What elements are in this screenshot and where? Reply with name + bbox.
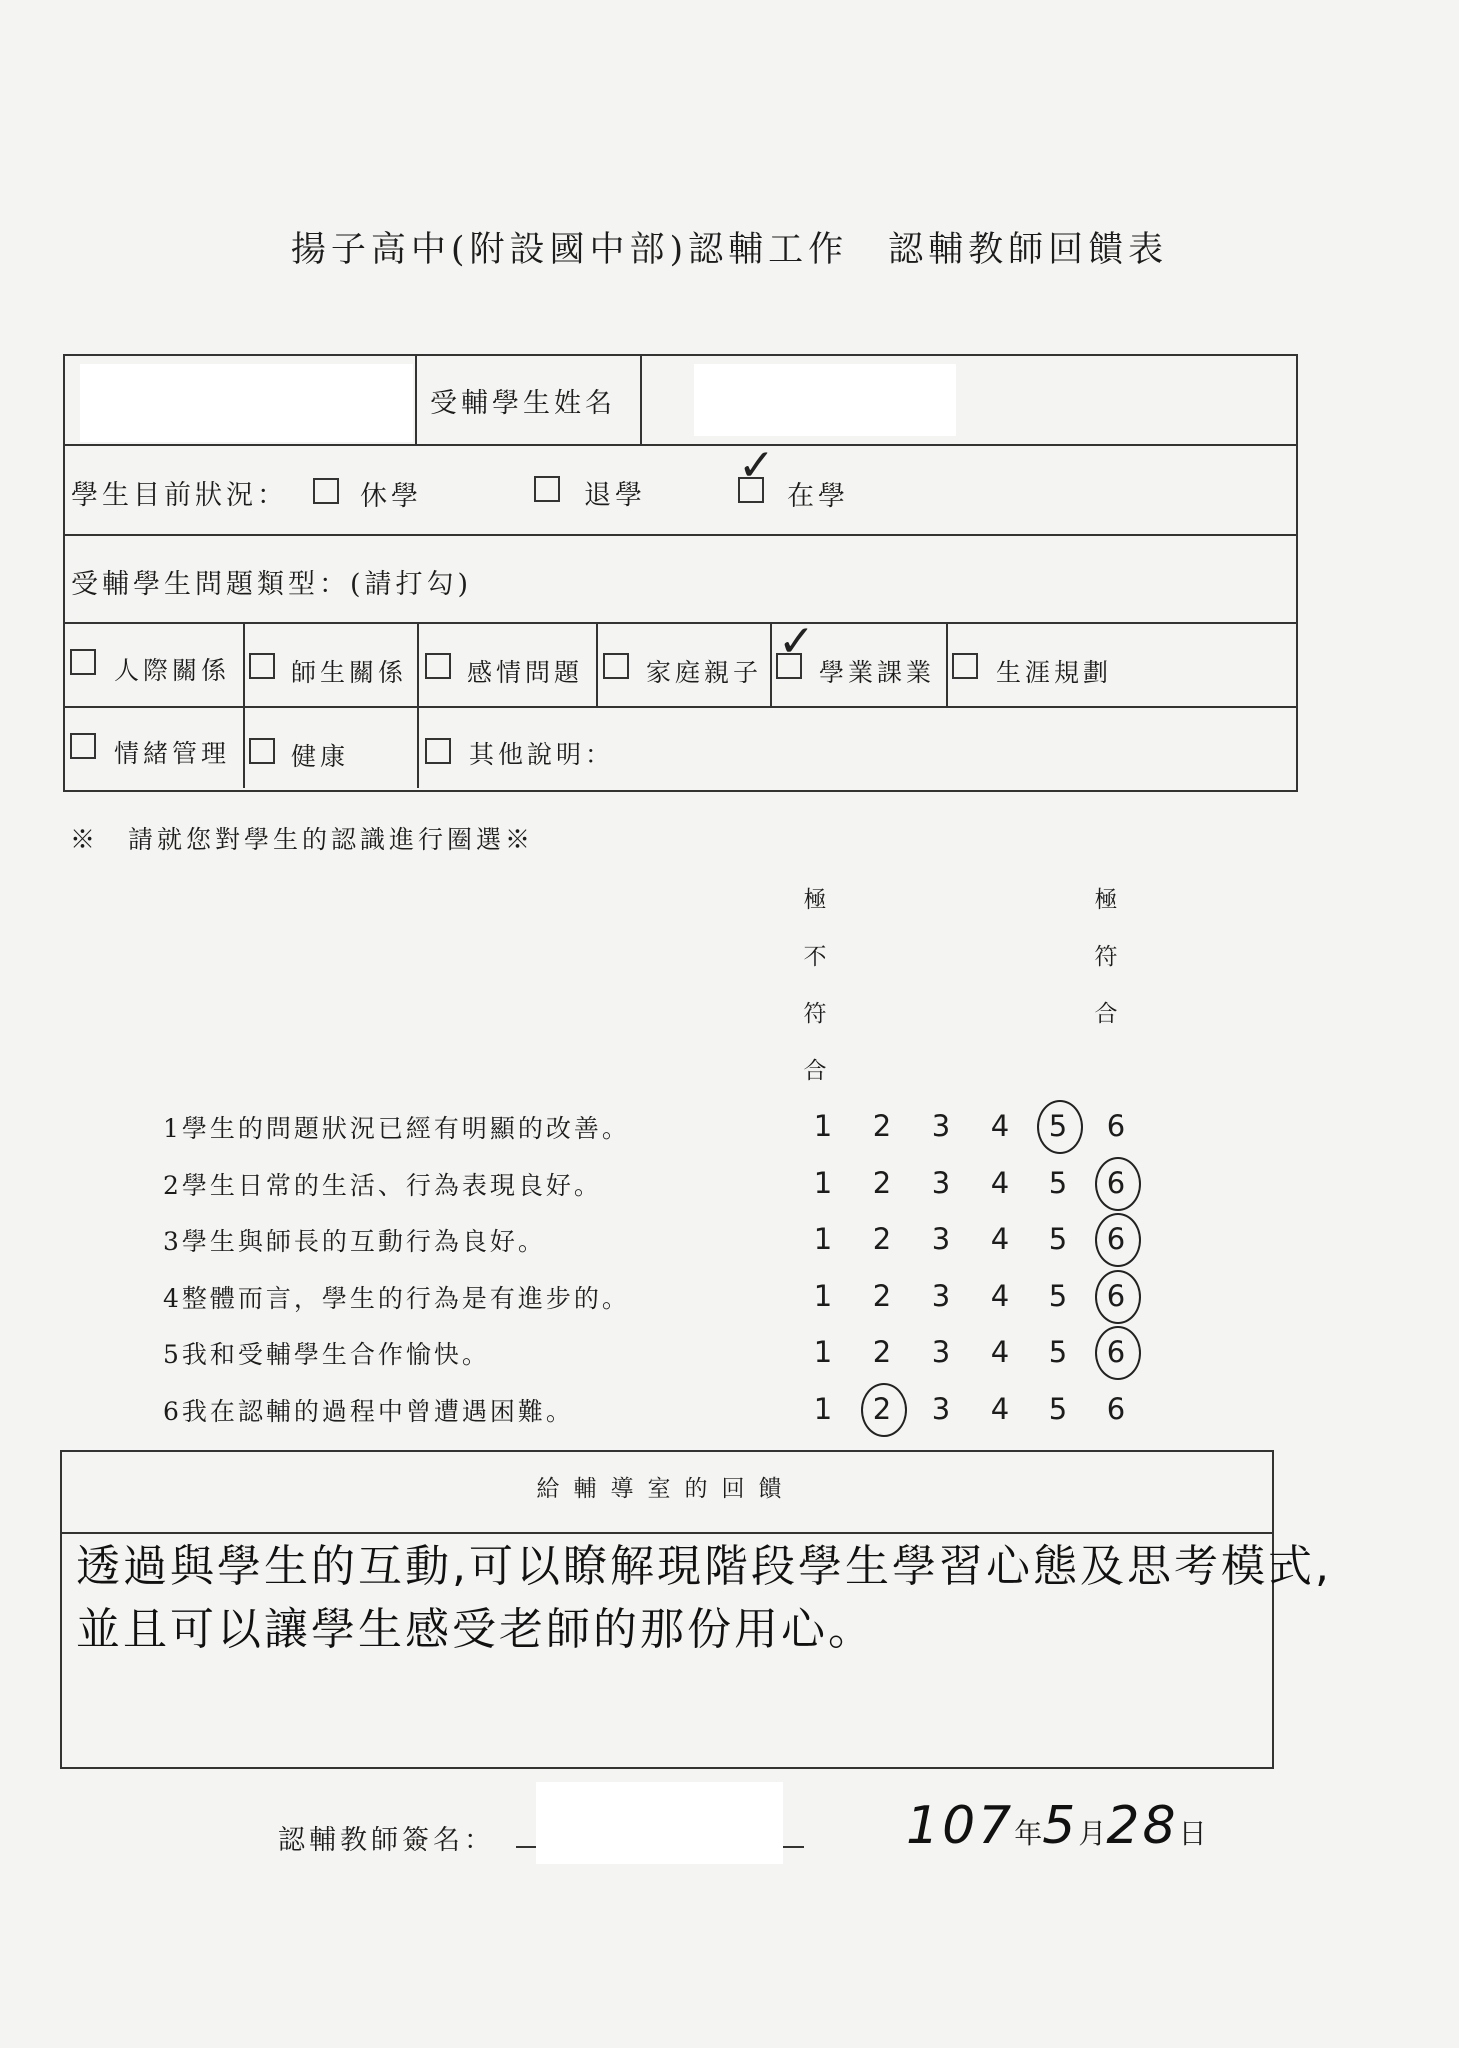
problem-type-label: 受輔學生問題類型：(請打勾) [71, 569, 473, 600]
status-option-withdrawn: 退學 [584, 480, 646, 511]
rating-option[interactable]: 1 [813, 1222, 833, 1256]
date-year-unit: 年 [1014, 1817, 1043, 1850]
table-divider [63, 622, 1296, 624]
selected-rating-circle [1037, 1100, 1083, 1154]
date-day-unit: 日 [1178, 1817, 1207, 1850]
rating-option[interactable]: 4 [990, 1279, 1010, 1313]
table-divider [770, 622, 772, 706]
problem-emotion: 情緒管理 [114, 739, 231, 768]
problem-teacher-student: 師生關係 [291, 658, 408, 687]
checkbox-other[interactable] [425, 738, 451, 764]
selected-rating-circle [1095, 1213, 1141, 1267]
rating-option[interactable]: 3 [931, 1335, 951, 1369]
problem-relationship: 感情問題 [467, 658, 584, 687]
student-name-label: 受輔學生姓名 [430, 388, 616, 419]
rating-option[interactable]: 1 [813, 1279, 833, 1313]
table-divider [596, 622, 598, 706]
signature-label: 認輔教師簽名： [278, 1825, 495, 1856]
rating-option[interactable]: 6 [1106, 1335, 1126, 1369]
checkmark-icon: ✓ [778, 616, 815, 667]
checkbox-health[interactable] [249, 738, 275, 764]
rating-option[interactable]: 2 [872, 1222, 892, 1256]
rating-option[interactable]: 2 [872, 1279, 892, 1313]
rating-option[interactable]: 5 [1048, 1222, 1068, 1256]
date-month: 5 [1042, 1796, 1079, 1856]
form-title: 揚子高中(附設國中部)認輔工作 認輔教師回饋表 [290, 230, 1169, 270]
status-label: 學生目前狀況： [71, 480, 288, 511]
rating-option[interactable]: 6 [1106, 1279, 1126, 1313]
table-divider [946, 622, 948, 706]
rating-option[interactable]: 5 [1048, 1335, 1068, 1369]
checkbox-family[interactable] [603, 653, 629, 679]
problem-interpersonal: 人際關係 [114, 656, 231, 685]
signature-date [906, 1796, 1207, 1856]
rating-option[interactable]: 1 [813, 1392, 833, 1426]
statement-5: 5我和受輔學生合作愉快。 [163, 1340, 490, 1369]
date-month-unit: 月 [1078, 1817, 1107, 1850]
table-divider [243, 622, 245, 788]
selected-rating-circle [1095, 1270, 1141, 1324]
table-divider [63, 534, 1296, 536]
rating-option[interactable]: 3 [931, 1166, 951, 1200]
redacted-student-name [694, 364, 956, 436]
rating-option[interactable]: 4 [990, 1109, 1010, 1143]
selected-rating-circle [1095, 1157, 1141, 1211]
table-divider [640, 354, 642, 444]
statement-2: 2學生日常的生活、行為表現良好。 [163, 1171, 602, 1200]
feedback-line-2: 並且可以讓學生感受老師的那份用心。 [76, 1604, 875, 1655]
checkbox-relationship[interactable] [425, 653, 451, 679]
date-day: 28 [1106, 1796, 1179, 1856]
rating-option[interactable]: 6 [1106, 1392, 1126, 1426]
problem-career: 生涯規劃 [996, 658, 1113, 687]
rating-option[interactable]: 6 [1106, 1109, 1126, 1143]
rating-option[interactable]: 4 [990, 1335, 1010, 1369]
selected-rating-circle [861, 1383, 907, 1437]
rating-option[interactable]: 4 [990, 1392, 1010, 1426]
status-option-suspended: 休學 [360, 481, 422, 512]
table-divider [63, 444, 1296, 446]
statement-1: 1學生的問題狀況已經有明顯的改善。 [163, 1114, 630, 1143]
rating-option[interactable]: 5 [1048, 1279, 1068, 1313]
rating-option[interactable]: 5 [1048, 1392, 1068, 1426]
problem-health: 健康 [291, 742, 350, 771]
rating-option[interactable]: 3 [931, 1392, 951, 1426]
checkbox-emotion[interactable] [70, 733, 96, 759]
status-option-enrolled: 在學 [787, 481, 849, 512]
feedback-title: 給輔導室的回饋 [536, 1476, 796, 1502]
feedback-line-1: 透過與學生的互動,可以瞭解現階段學生學習心態及思考模式, [76, 1541, 1332, 1592]
table-divider [417, 622, 419, 788]
rating-option[interactable]: 6 [1106, 1166, 1126, 1200]
table-divider [63, 706, 1296, 708]
rating-instruction: ※ 請就您對學生的認識進行圈選※ [70, 825, 535, 854]
checkmark-icon: ✓ [738, 440, 775, 491]
statement-3: 3學生與師長的互動行為良好。 [163, 1227, 546, 1256]
rating-option[interactable]: 6 [1106, 1222, 1126, 1256]
rating-option[interactable]: 1 [813, 1335, 833, 1369]
problem-academic: 學業課業 [819, 658, 936, 687]
rating-option[interactable]: 1 [813, 1166, 833, 1200]
rating-option[interactable]: 3 [931, 1222, 951, 1256]
table-divider [415, 354, 417, 444]
redacted-signature [536, 1782, 783, 1864]
redacted-teacher-name [80, 364, 413, 442]
scale-low-label: 極 不 符 合 [803, 887, 827, 1084]
problem-other: 其他說明： [469, 740, 615, 769]
date-year: 107 [906, 1796, 1015, 1856]
rating-option[interactable]: 2 [872, 1109, 892, 1143]
rating-option[interactable]: 3 [931, 1109, 951, 1143]
statement-6: 6我在認輔的過程中曾遭遇困難。 [163, 1397, 574, 1426]
checkbox-withdrawn[interactable] [534, 476, 560, 502]
rating-option[interactable]: 4 [990, 1166, 1010, 1200]
problem-family: 家庭親子 [646, 658, 763, 687]
rating-option[interactable]: 1 [813, 1109, 833, 1143]
checkbox-teacher-student[interactable] [249, 653, 275, 679]
checkbox-career[interactable] [952, 653, 978, 679]
scale-high-label: 極 符 合 [1094, 887, 1118, 1027]
rating-option[interactable]: 5 [1048, 1166, 1068, 1200]
rating-option[interactable]: 4 [990, 1222, 1010, 1256]
rating-option[interactable]: 2 [872, 1392, 892, 1426]
checkbox-interpersonal[interactable] [70, 649, 96, 675]
rating-option[interactable]: 3 [931, 1279, 951, 1313]
rating-option[interactable]: 2 [872, 1166, 892, 1200]
rating-option[interactable]: 2 [872, 1335, 892, 1369]
rating-option[interactable]: 5 [1048, 1109, 1068, 1143]
checkbox-suspended[interactable] [313, 478, 339, 504]
selected-rating-circle [1095, 1326, 1141, 1380]
statement-4: 4整體而言，學生的行為是有進步的。 [163, 1284, 630, 1313]
